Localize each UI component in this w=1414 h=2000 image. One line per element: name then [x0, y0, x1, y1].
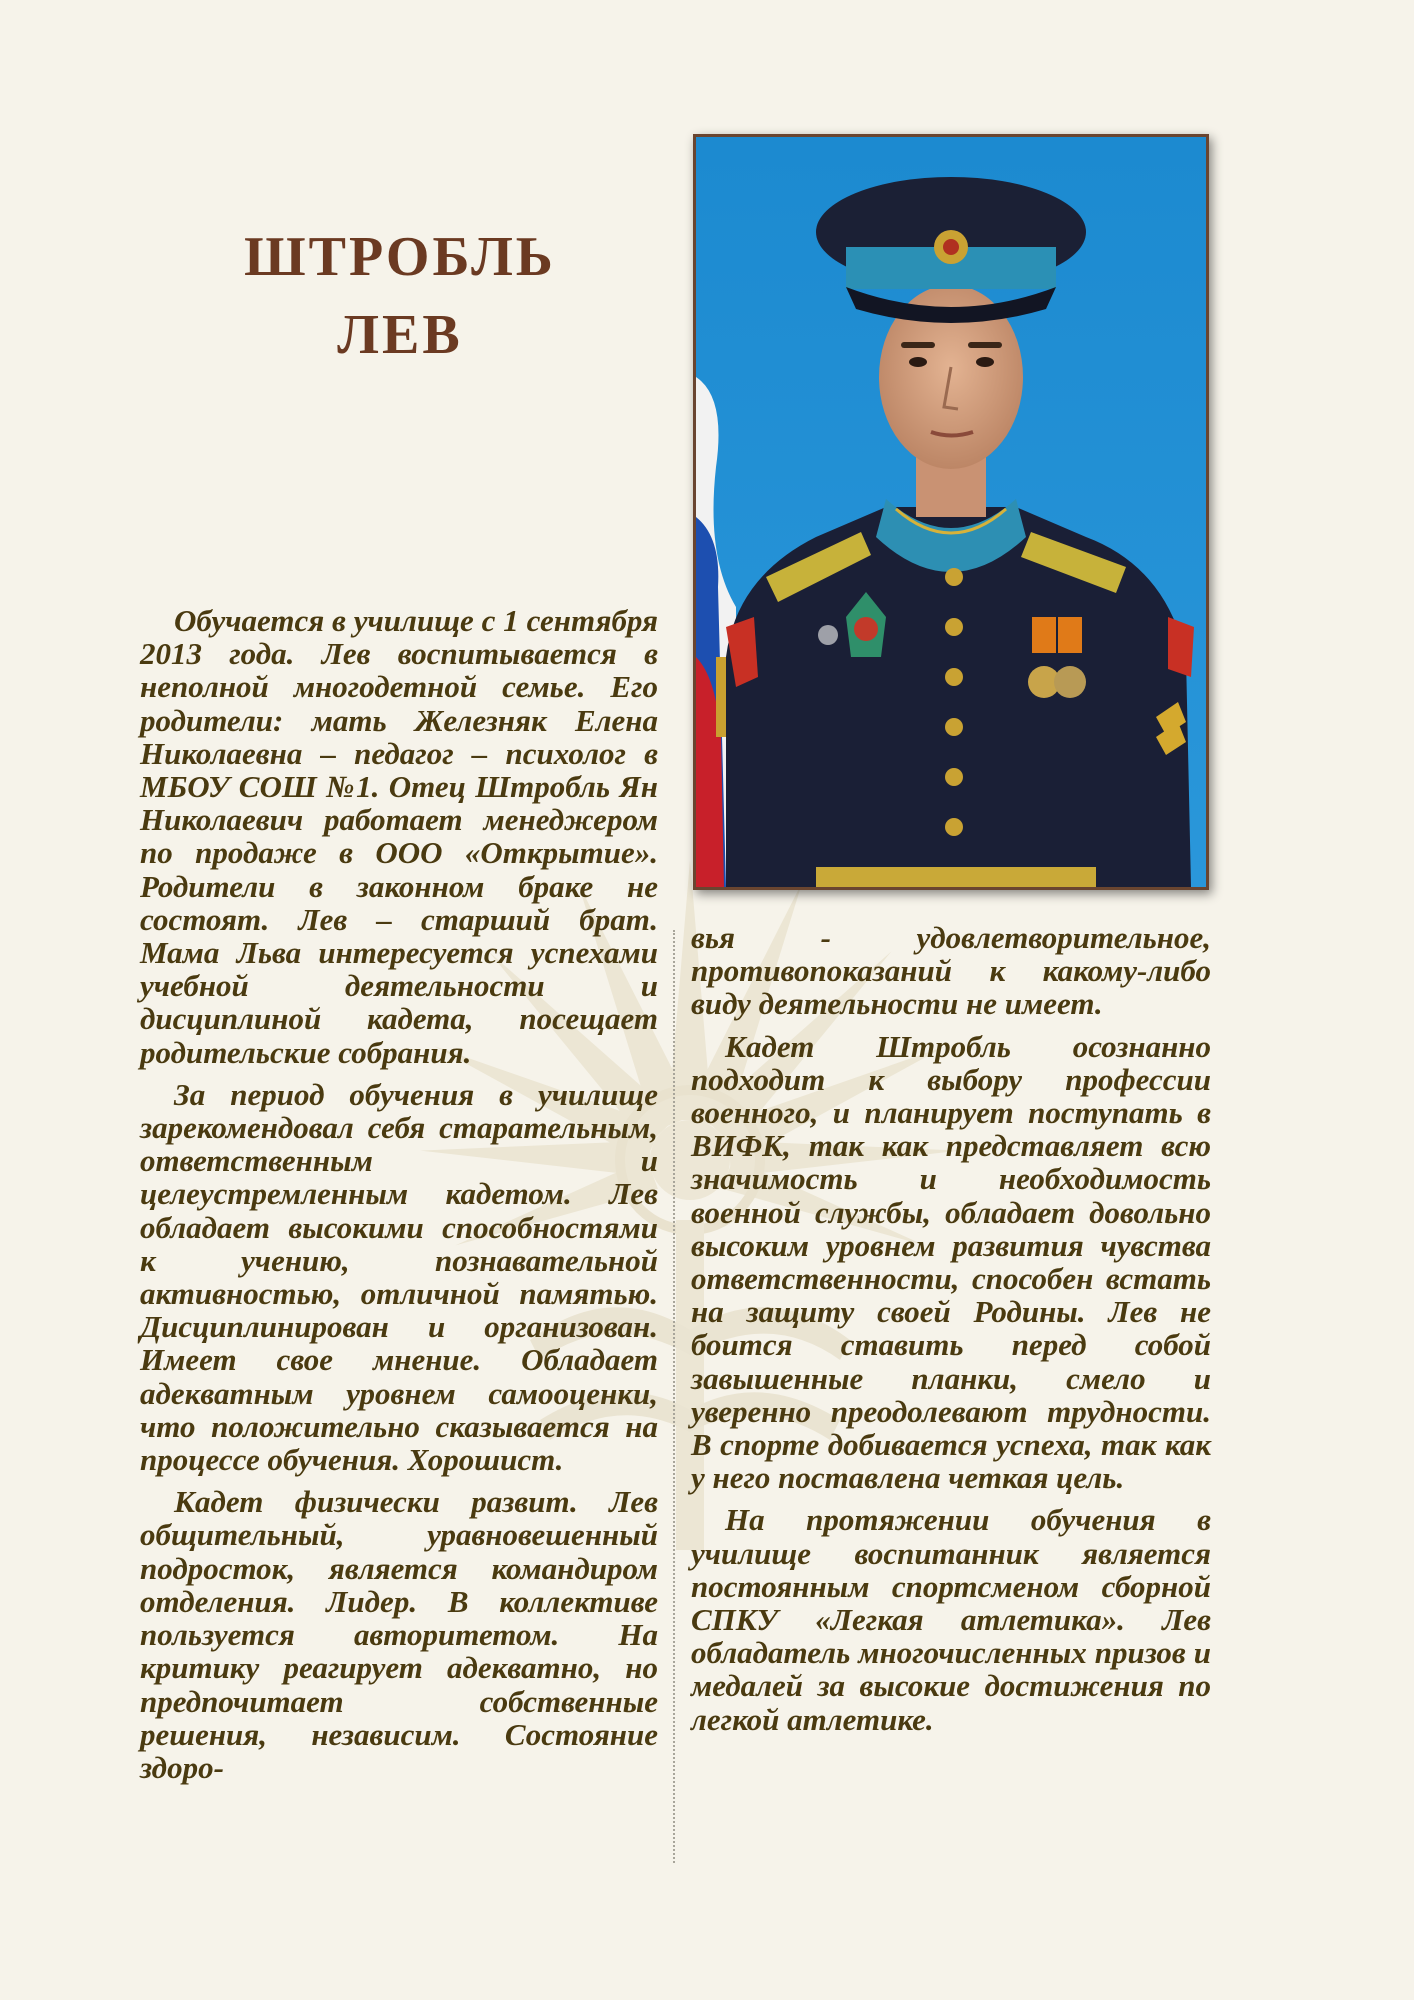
text-column-left	[140, 604, 658, 1793]
title-first-name: ЛЕВ	[337, 304, 463, 366]
paragraph: Кадет физически развит. Лев общительный, уравновешенный подросток, является командиром отделения. Лидер. В коллективе пользуется авторитетом. На критику реагирует адекватно, но предпочитает собственные решения, независим. Состояние здоро-	[140, 1484, 658, 1785]
paragraph: Кадет Штробль осознанно подходит к выбору профессии военного, и планирует поступать в ВИФК, так как представляет всю значимость и необходимость военной службы, обладает довольно высоким уровнем развития чувства ответственности, способен встать на защиту своей Родины. Лев не боится ставить перед собой завышенные планки, смело и уверенно преодолевают трудности. В спорте добивается успеха, так как у него поставлена четкая цель.	[691, 1028, 1211, 1496]
paragraph: За период обучения в училище зарекомендовал себя старательным, ответственным и целеустремленным кадетом. Лев обладает высокими способностями к учению, познавательной активностью, отличной памятью. Дисциплинирован и организован. Имеет свое мнение. Обладает адекватным уровнем самооценки, что положительно сказывается на процессе обучения. Хорошист.	[140, 1076, 658, 1478]
paragraph: На протяжении обучения в училище воспитанник является постоянным спортсменом сборной СПКУ «Легкая атлетика». Лев обладатель многочисленных призов и медалей за высокие достижения по легкой атлетике.	[691, 1502, 1211, 1737]
paragraph: Обучается в училище с 1 сентября 2013 года. Лев воспитывается в неполной многодетной семье. Его родители: мать Железняк Елена Николаевна – педагог – психолог в МБОУ СОШ №1. Отец Штробль Ян Николаевич работает менеджером по продаже в ООО «Открытие». Родители в законном браке не состоят. Лев – старший брат. Мама Льва интересуется успехами учебной деятельности и дисциплиной кадета, посещает родительские собрания.	[140, 603, 658, 1070]
title-surname: ШТРОБЛЬ	[244, 226, 556, 288]
page-title	[150, 218, 650, 374]
cadet-portrait-icon	[696, 137, 1206, 887]
text-column-right	[691, 921, 1211, 1745]
paragraph-continuation: вья - удовлетворительное, противопоказаний к какому-либо виду деятельности не имеет.	[691, 920, 1211, 1022]
column-divider	[673, 930, 675, 1863]
portrait-photo-frame	[693, 134, 1209, 890]
